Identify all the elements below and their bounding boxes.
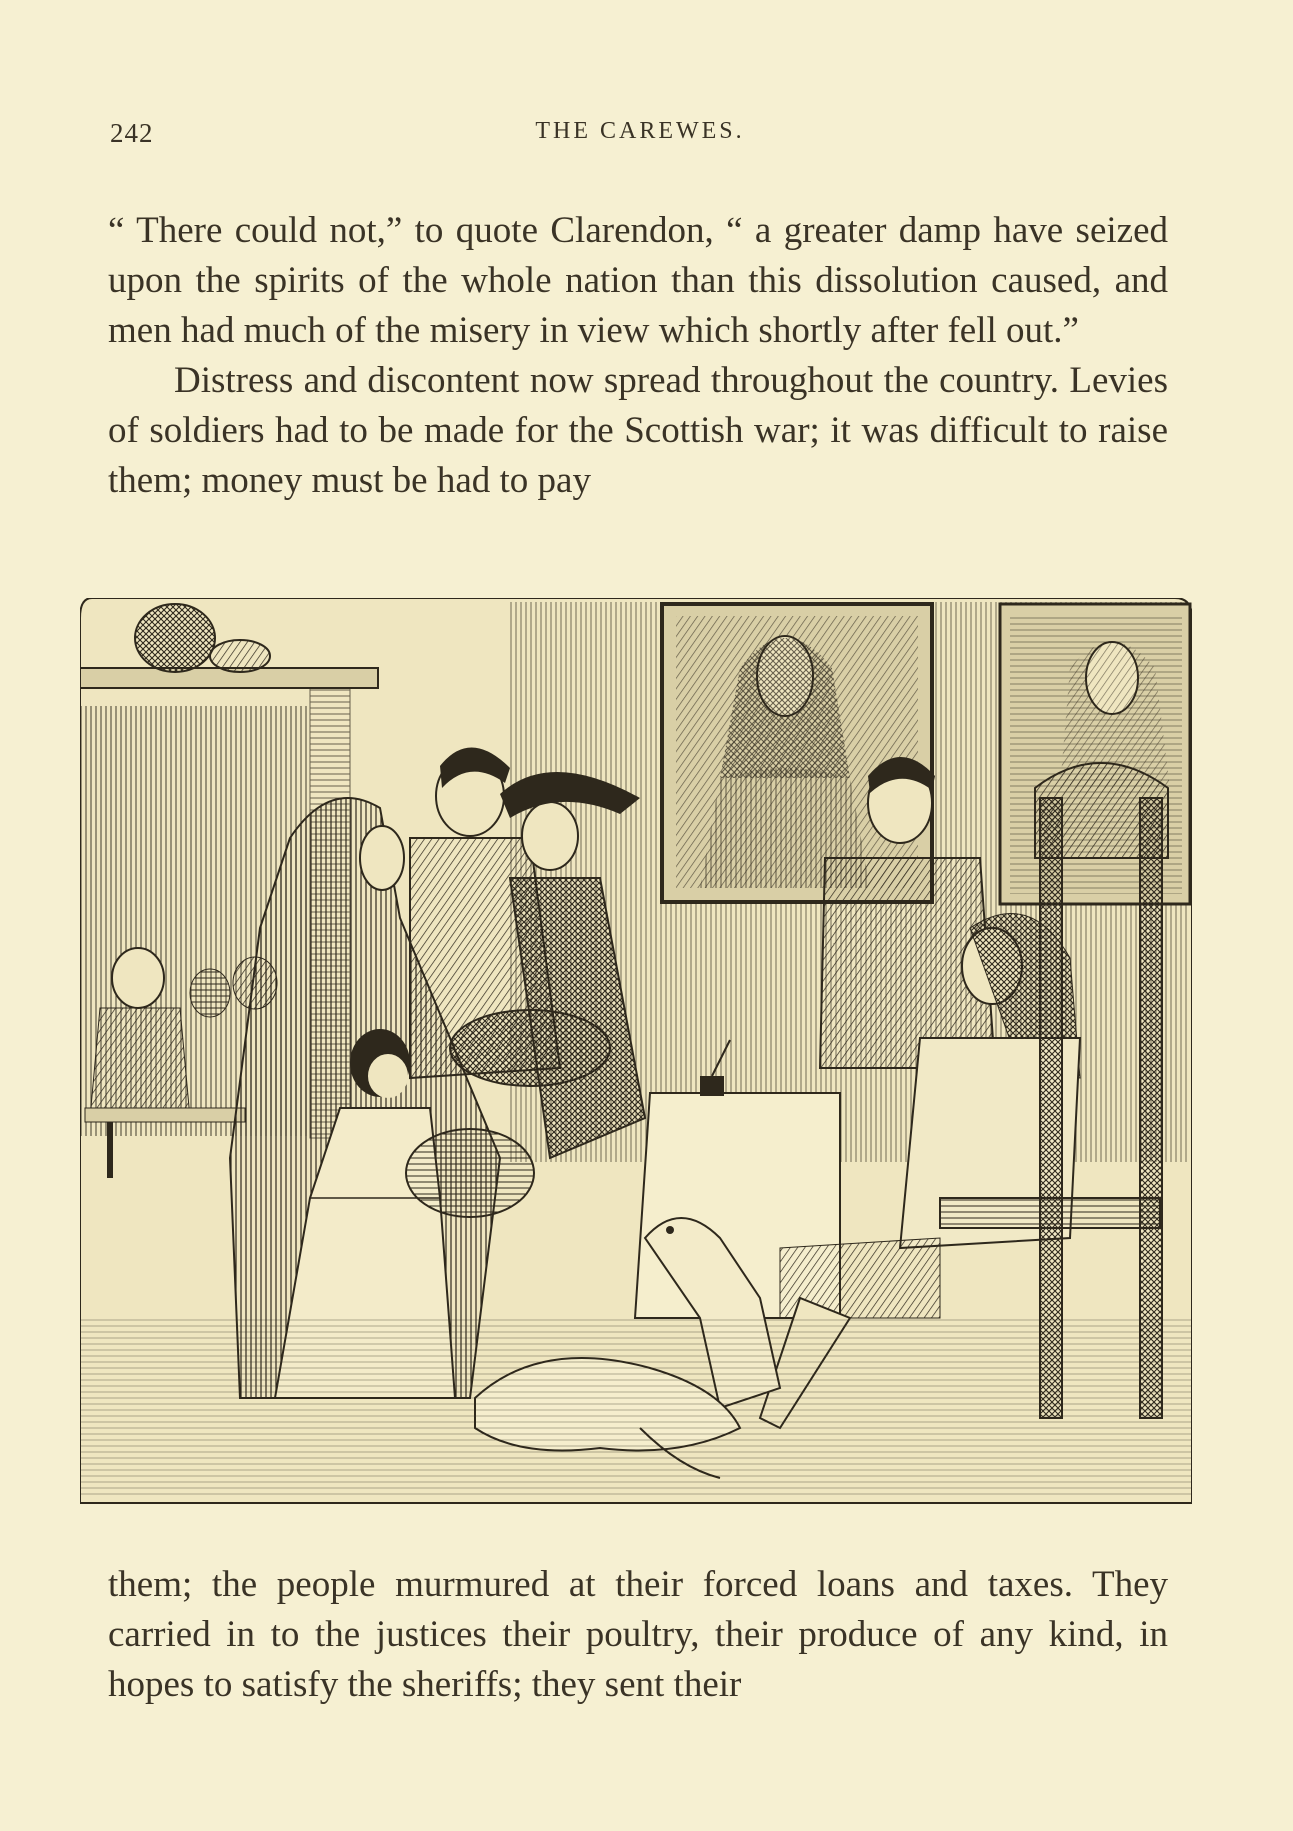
engraving-svg xyxy=(80,598,1192,1520)
body-text-bottom xyxy=(108,1560,1168,1710)
quote-paragraph: “ There could not,” to quote Clarendon, “ a greater damp have seized upon the spirits of the whole nation than this dissolution caused, and men had much of the misery in view which shortly after fell out.” xyxy=(108,210,1168,351)
body-text-top xyxy=(108,206,1168,506)
page-number: 242 xyxy=(110,118,154,148)
continuation-paragraph: them; the people murmured at their forced loans and taxes. They carried in to the justices their poultry, their produce of any kind, in hopes to satisfy the sheriffs; they sent their xyxy=(108,1564,1168,1705)
floor xyxy=(80,1318,1192,1503)
running-head xyxy=(110,118,1170,158)
narrative-paragraph: Distress and discontent now spread throughout the country. Levies of soldiers had to be made for the Scottish war; it was difficult to raise them; money must be had to pay xyxy=(108,360,1168,501)
engraving-illustration xyxy=(80,598,1192,1520)
running-title: THE CAREWES. xyxy=(535,118,745,144)
